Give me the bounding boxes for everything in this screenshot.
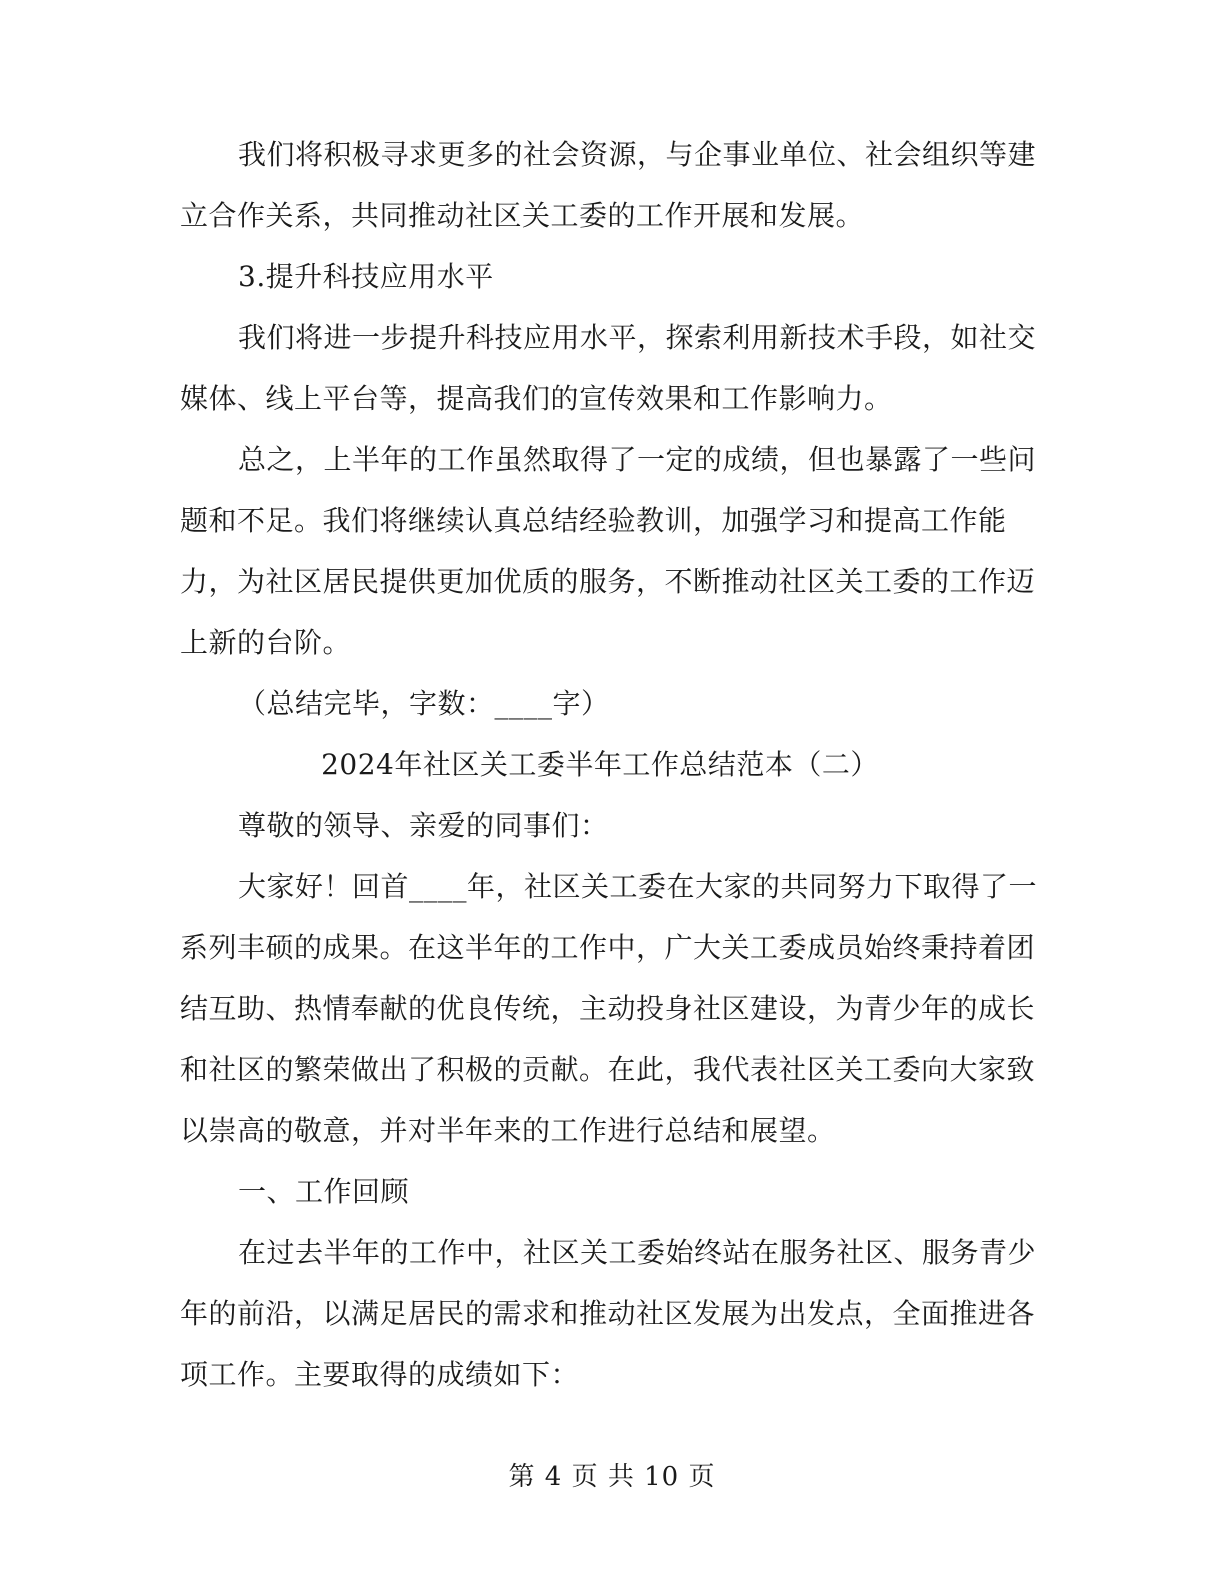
paragraph-line: 我们将积极寻求更多的社会资源，与企事业单位、社会组织等建: [238, 138, 1037, 171]
paragraph-line: 和社区的繁荣做出了积极的贡献。在此，我代表社区关工委向大家致: [180, 1053, 1036, 1086]
paragraph-line: 结互助、热情奉献的优良传统，主动投身社区建设，为青少年的成长: [180, 992, 1036, 1025]
summary-note: （总结完毕，字数：____字）: [238, 687, 610, 720]
paragraph-line: 在过去半年的工作中，社区关工委始终站在服务社区、服务青少: [238, 1236, 1037, 1269]
paragraph-line: 以崇高的敬意，并对半年来的工作进行总结和展望。: [180, 1114, 836, 1147]
paragraph-line: 年的前沿，以满足居民的需求和推动社区发展为出发点，全面推进各: [180, 1297, 1036, 1330]
salutation: 尊敬的领导、亲爱的同事们：: [238, 809, 609, 842]
subheading: 一、工作回顾: [238, 1175, 410, 1208]
paragraph-line: 上新的台阶。: [180, 626, 352, 659]
subheading: 3.提升科技应用水平: [238, 260, 494, 293]
paragraph-line: 题和不足。我们将继续认真总结经验教训，加强学习和提高工作能: [180, 504, 1007, 537]
paragraph-line: 立合作关系，共同推动社区关工委的工作开展和发展。: [180, 199, 865, 232]
document-body: [180, 124, 1038, 1405]
paragraph-line: 媒体、线上平台等，提高我们的宣传效果和工作影响力。: [180, 382, 893, 415]
section-title: 2024年社区关工委半年工作总结范本（二）: [321, 748, 879, 781]
page-footer: 第 4 页 共 10 页: [508, 1462, 716, 1492]
paragraph-line: 大家好！回首____年，社区关工委在大家的共同努力下取得了一: [238, 870, 1038, 903]
paragraph-line: 我们将进一步提升科技应用水平，探索利用新技术手段，如社交: [238, 321, 1037, 354]
paragraph-line: 项工作。主要取得的成绩如下：: [180, 1358, 580, 1391]
paragraph-line: 系列丰硕的成果。在这半年的工作中，广大关工委成员始终秉持着团: [180, 931, 1036, 964]
paragraph-line: 总之，上半年的工作虽然取得了一定的成绩，但也暴露了一些问: [238, 443, 1037, 476]
paragraph-line: 力，为社区居民提供更加优质的服务，不断推动社区关工委的工作迈: [180, 565, 1036, 598]
